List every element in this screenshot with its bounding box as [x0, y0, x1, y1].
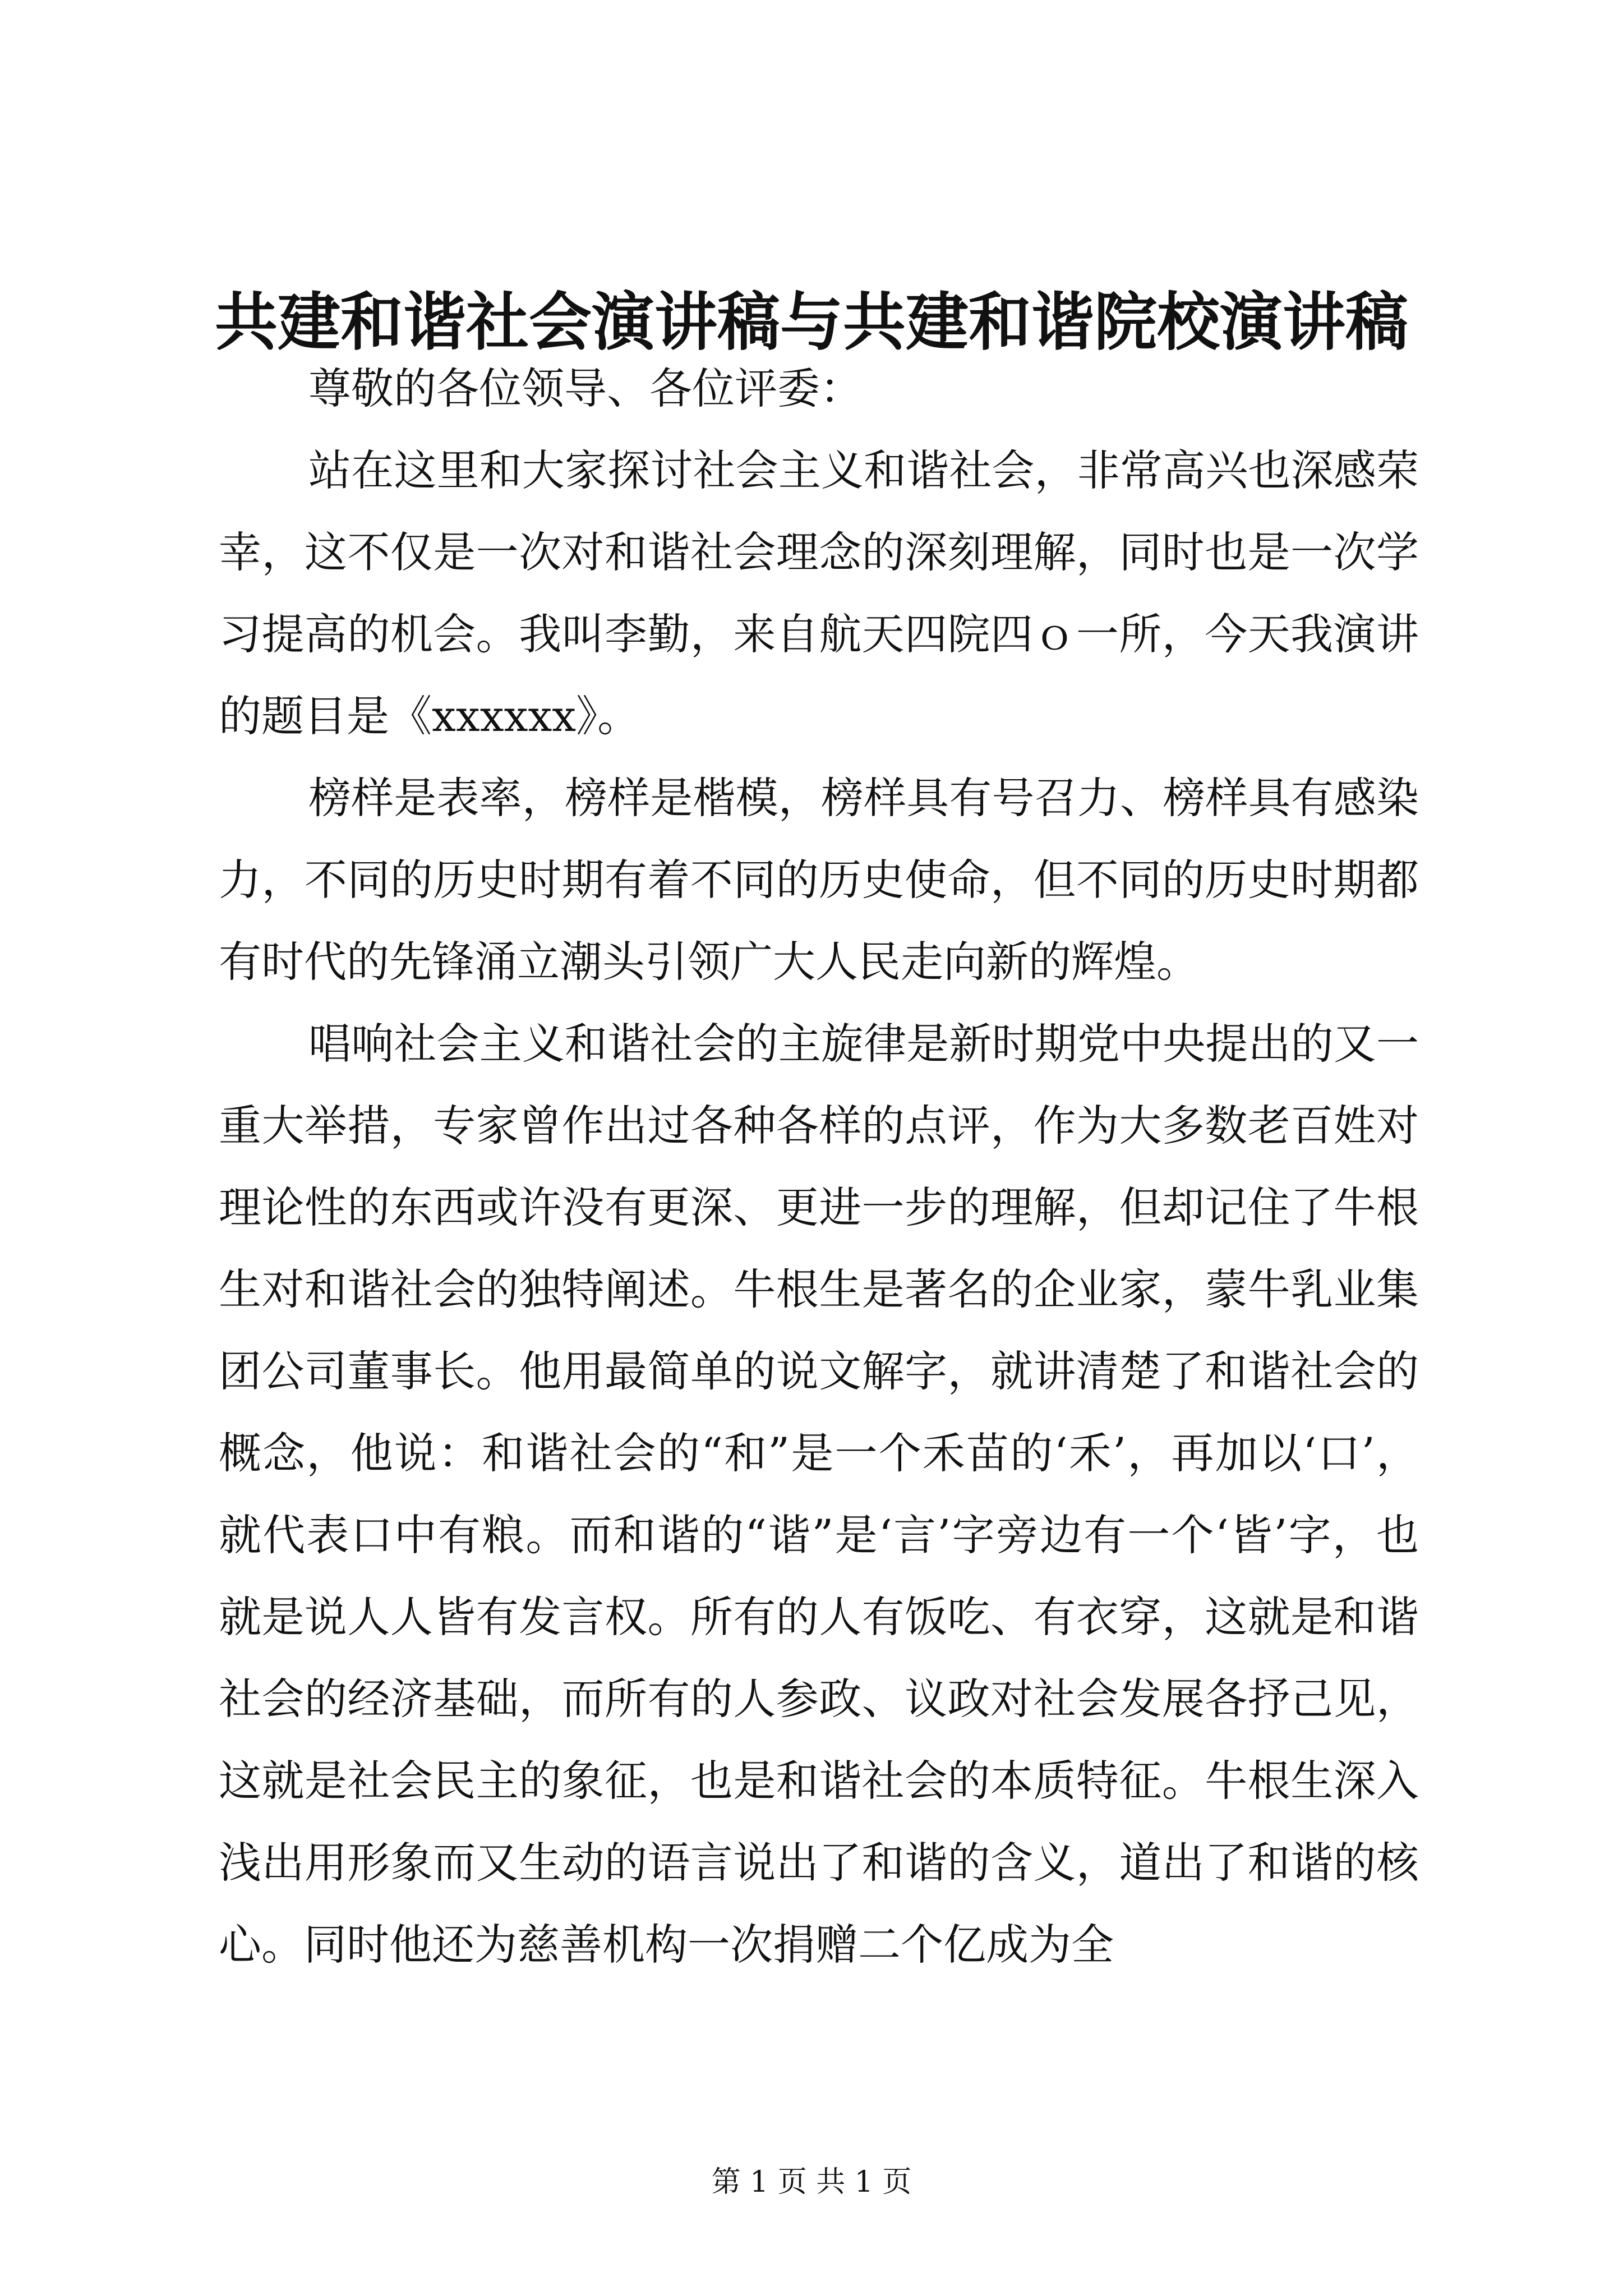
document-body: [219, 348, 1419, 1986]
role-model-paragraph: 榜样是表率，榜样是楷模，榜样具有号召力、榜样具有感染力，不同的历史时期有着不同的历史使命，但不同的历史时期都有时代的先锋涌立潮头引领广大人民走向新的辉煌。: [219, 773, 1419, 987]
page-number-footer: 第 1 页 共 1 页: [711, 2165, 912, 2199]
document-title: 共建和谐社会演讲稿与共建和谐院校演讲稿: [215, 286, 1408, 359]
intro-paragraph: 站在这里和大家探讨社会主义和谐社会，非常高兴也深感荣幸，这不仅是一次对和谐社会理念的深刻理解，同时也是一次学习提高的机会。我叫李勤，来自航天四院四ｏ一所，今天我演讲的题目是《xxxxxx》。: [219, 445, 1419, 741]
harmony-paragraph: 唱响社会主义和谐社会的主旋律是新时期党中央提出的又一重大举措，专家曾作出过各种各样的点评，作为大多数老百姓对理论性的东西或许没有更深、更进一步的理解，但却记住了牛根生对和谐社会的独特阐述。牛根生是著名的企业家，蒙牛乳业集团公司董事长。他用最简单的说文解字，就讲清楚了和谐社会的概念，他说：和谐社会的“和”是一个禾苗的‘禾’，再加以‘口’，就代表口中有粮。而和谐的“谐”是‘言’字旁边有一个‘皆’字，也就是说人人皆有发言权。所有的人有饭吃、有衣穿，这就是和谐社会的经济基础，而所有的人参政、议政对社会发展各抒己见，这就是社会民主的象征，也是和谐社会的本质特征。牛根生深入浅出用形象而又生动的语言说出了和谐的含义，道出了和谐的核心。同时他还为慈善机构一次捐赠二个亿成为全: [219, 1019, 1419, 1970]
salutation-paragraph: 尊敬的各位领导、各位评委：: [308, 364, 863, 413]
